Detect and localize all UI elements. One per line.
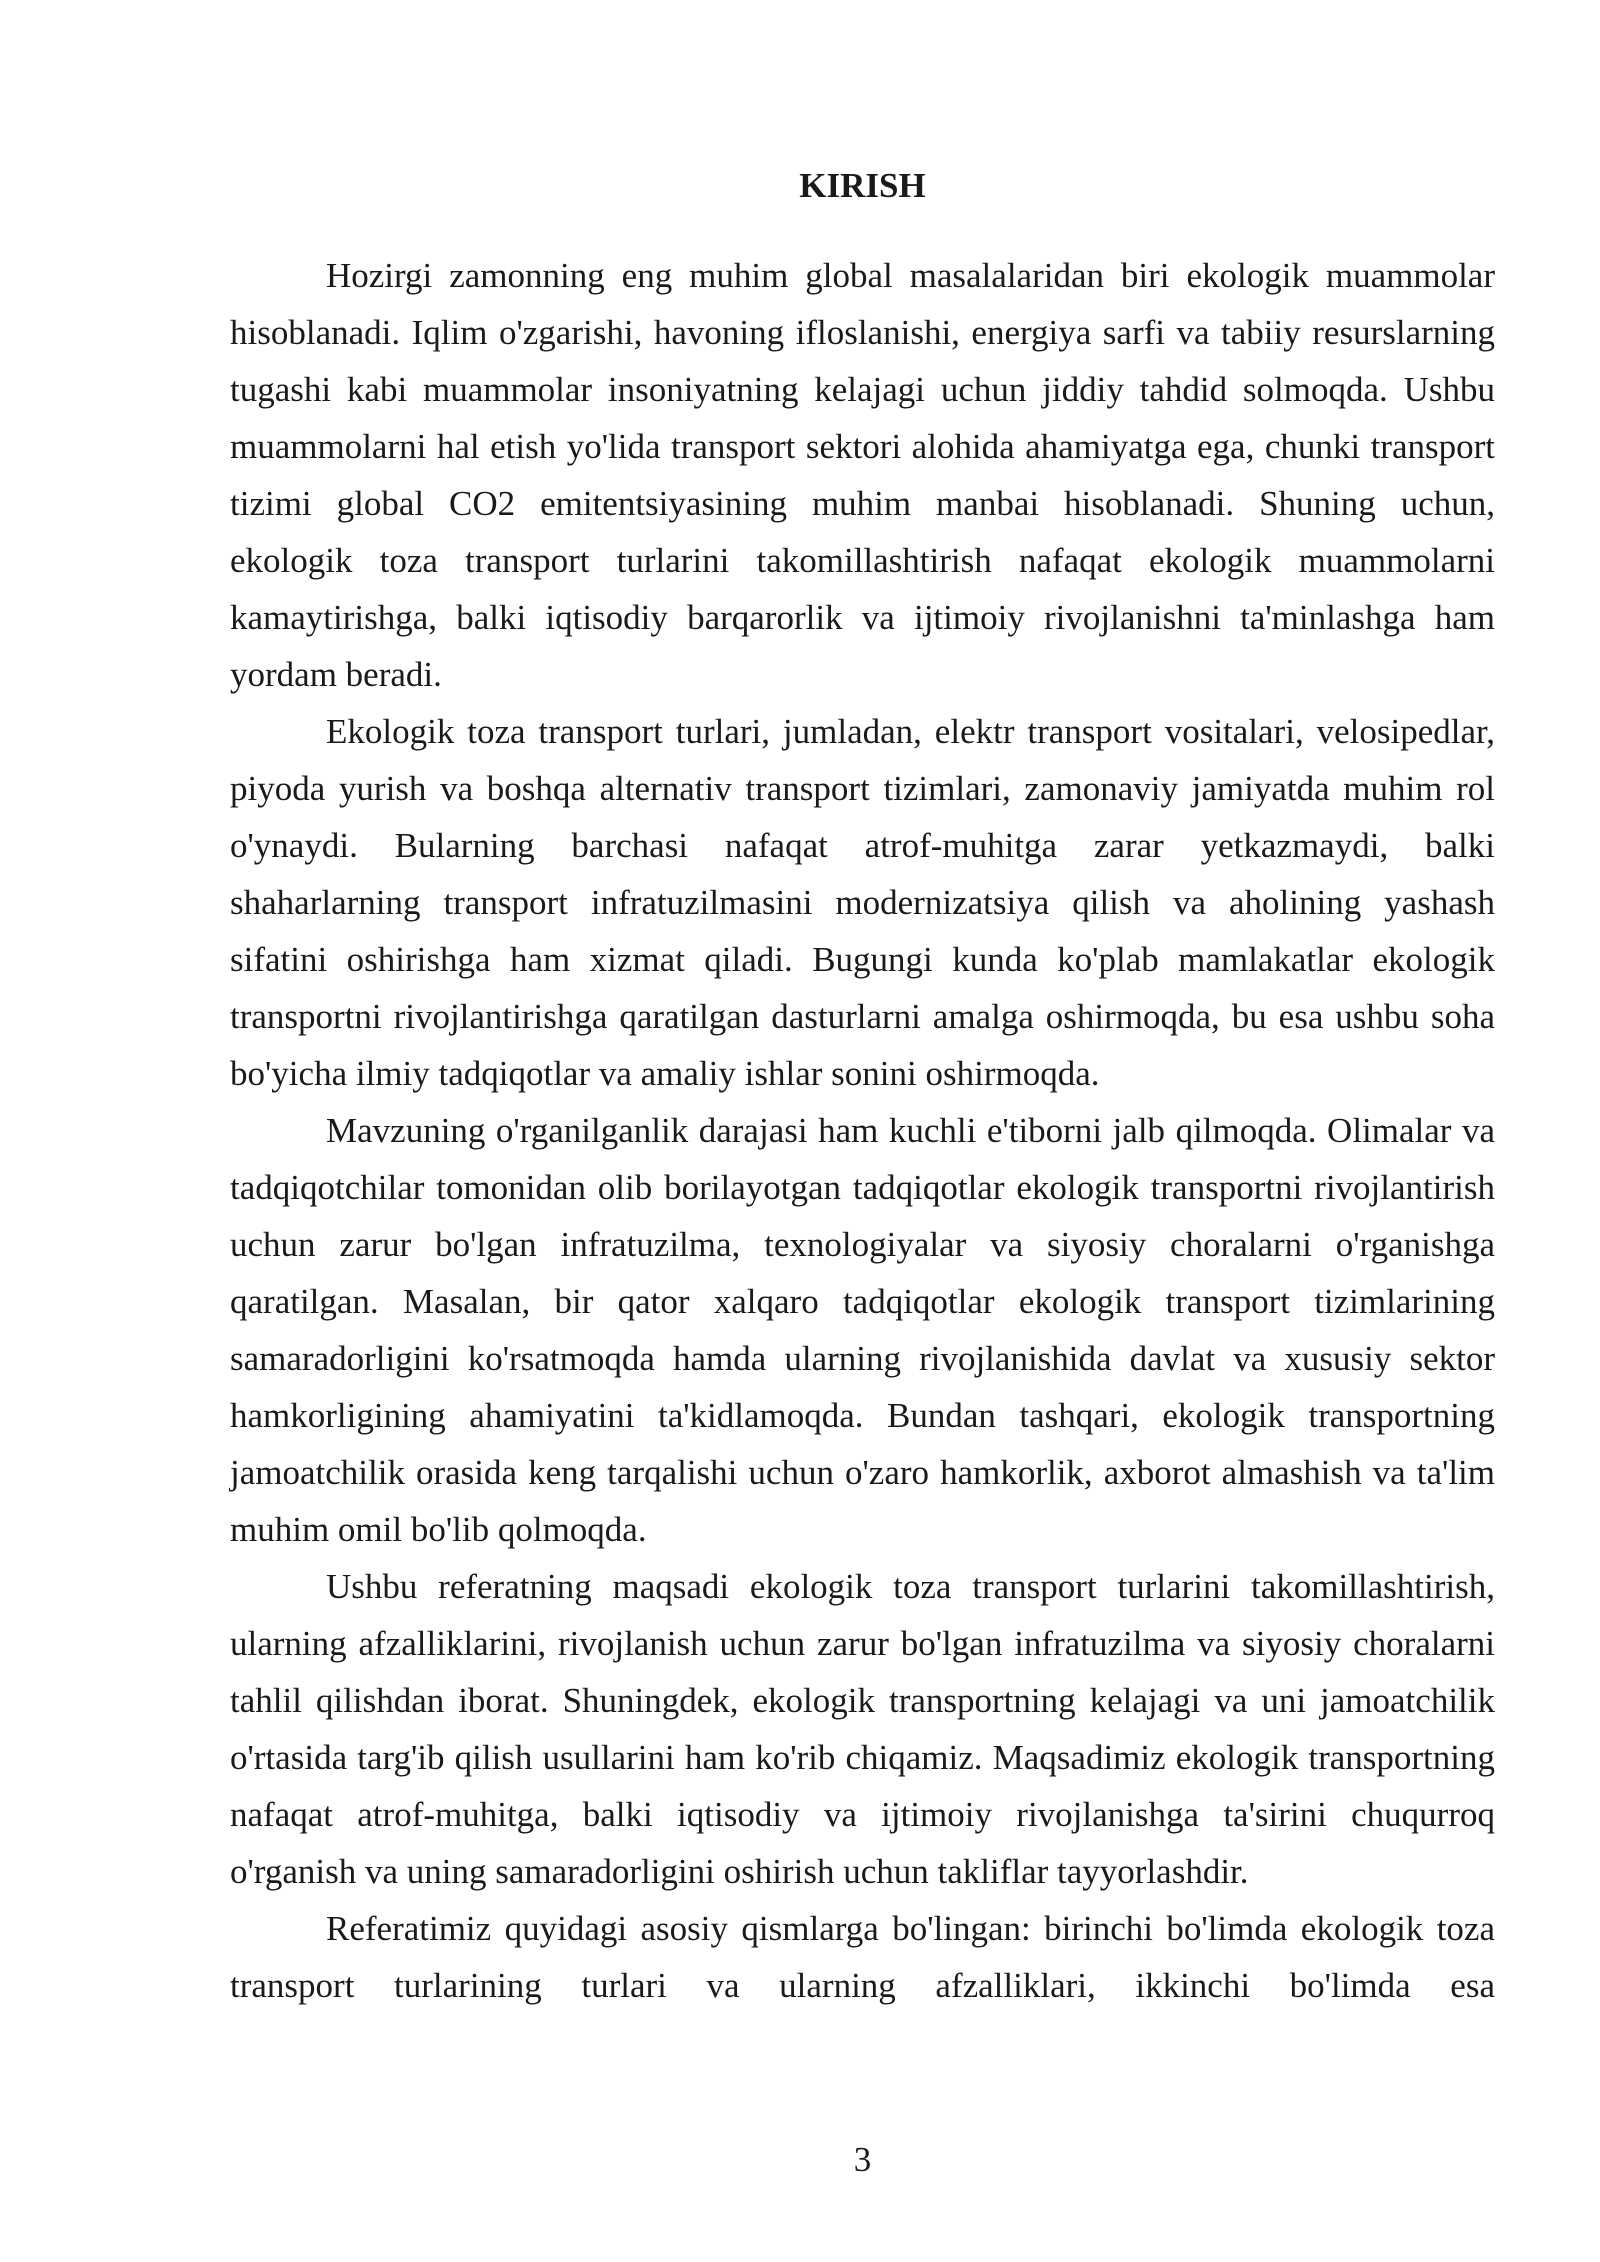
paragraph-4: Ushbu referatning maqsadi ekologik toza transport turlarini takomillashtirish, ularning afzalliklarini, rivojlanish uchun zarur bo'lgan infratuzilma va siyosiy choralarni tahlil qilishdan iborat. Shuningdek, ekologik transportning kelajagi va uni jamoatchilik o'rtasida targ'ib qilish usullarini ham ko'rib chiqamiz. Maqsadimiz ekologik transportning nafaqat atrof-muhitga, balki iqtisodiy va ijtimoiy rivojlanishga ta'sirini chuqurroq o'rganish va uning samaradorligini oshirish uchun takliflar tayyorlashdir. bbox=[230, 1567, 1495, 1891]
paragraph-3: Mavzuning o'rganilganlik darajasi ham kuchli e'tiborni jalb qilmoqda. Olimalar va tadqiqotchilar tomonidan olib borilayotgan tadqiqotlar ekologik transportni rivojlantirish uchun zarur bo'lgan infratuzilma, texnologiyalar va siyosiy choralarni o'rganishga qaratilgan. Masalan, bir qator xalqaro tadqiqotlar ekologik transport tizimlarining samaradorligini ko'rsatmoqda hamda ularning rivojlanishida davlat va xususiy sektor hamkorligining ahamiyatini ta'kidlamoqda. Bundan tashqari, ekologik transportning jamoatchilik orasida keng tarqalishi uchun o'zaro hamkorlik, axborot almashish va ta'lim muhim omil bo'lib qolmoqda. bbox=[230, 1111, 1495, 1549]
page-title: KIRISH bbox=[799, 166, 926, 205]
document-body bbox=[230, 247, 1495, 2014]
paragraph-5: Referatimiz quyidagi asosiy qismlarga bo'lingan: birinchi bo'limda ekologik toza transport turlarining turlari va ularning afzalliklari, ikkinchi bo'limda esa bbox=[230, 1909, 1495, 2005]
paragraph-1: Hozirgi zamonning eng muhim global masalalaridan biri ekologik muammolar hisoblanadi. Iqlim o'zgarishi, havoning ifloslanishi, energiya sarfi va tabiiy resurslarning tugashi kabi muammolar insoniyatning kelajagi uchun jiddiy tahdid solmoqda. Ushbu muammolarni hal etish yo'lida transport sektori alohida ahamiyatga ega, chunki transport tizimi global CO2 emitentsiyasining muhim manbai hisoblanadi. Shuning uchun, ekologik toza transport turlarini takomillashtirish nafaqat ekologik muammolarni kamaytirishga, balki iqtisodiy barqarorlik va ijtimoiy rivojlanishni ta'minlashga ham yordam beradi. bbox=[230, 256, 1495, 694]
paragraph-2: Ekologik toza transport turlari, jumladan, elektr transport vositalari, velosipedlar, piyoda yurish va boshqa alternativ transport tizimlari, zamonaviy jamiyatda muhim rol o'ynaydi. Bularning barchasi nafaqat atrof-muhitga zarar yetkazmaydi, balki shaharlarning transport infratuzilmasini modernizatsiya qilish va aholining yashash sifatini oshirishga ham xizmat qiladi. Bugungi kunda ko'plab mamlakatlar ekologik transportni rivojlantirishga qaratilgan dasturlarni amalga oshirmoqda, bu esa ushbu soha bo'yicha ilmiy tadqiqotlar va amaliy ishlar sonini oshirmoqda. bbox=[230, 712, 1495, 1093]
page-number: 3 bbox=[853, 2140, 872, 2179]
